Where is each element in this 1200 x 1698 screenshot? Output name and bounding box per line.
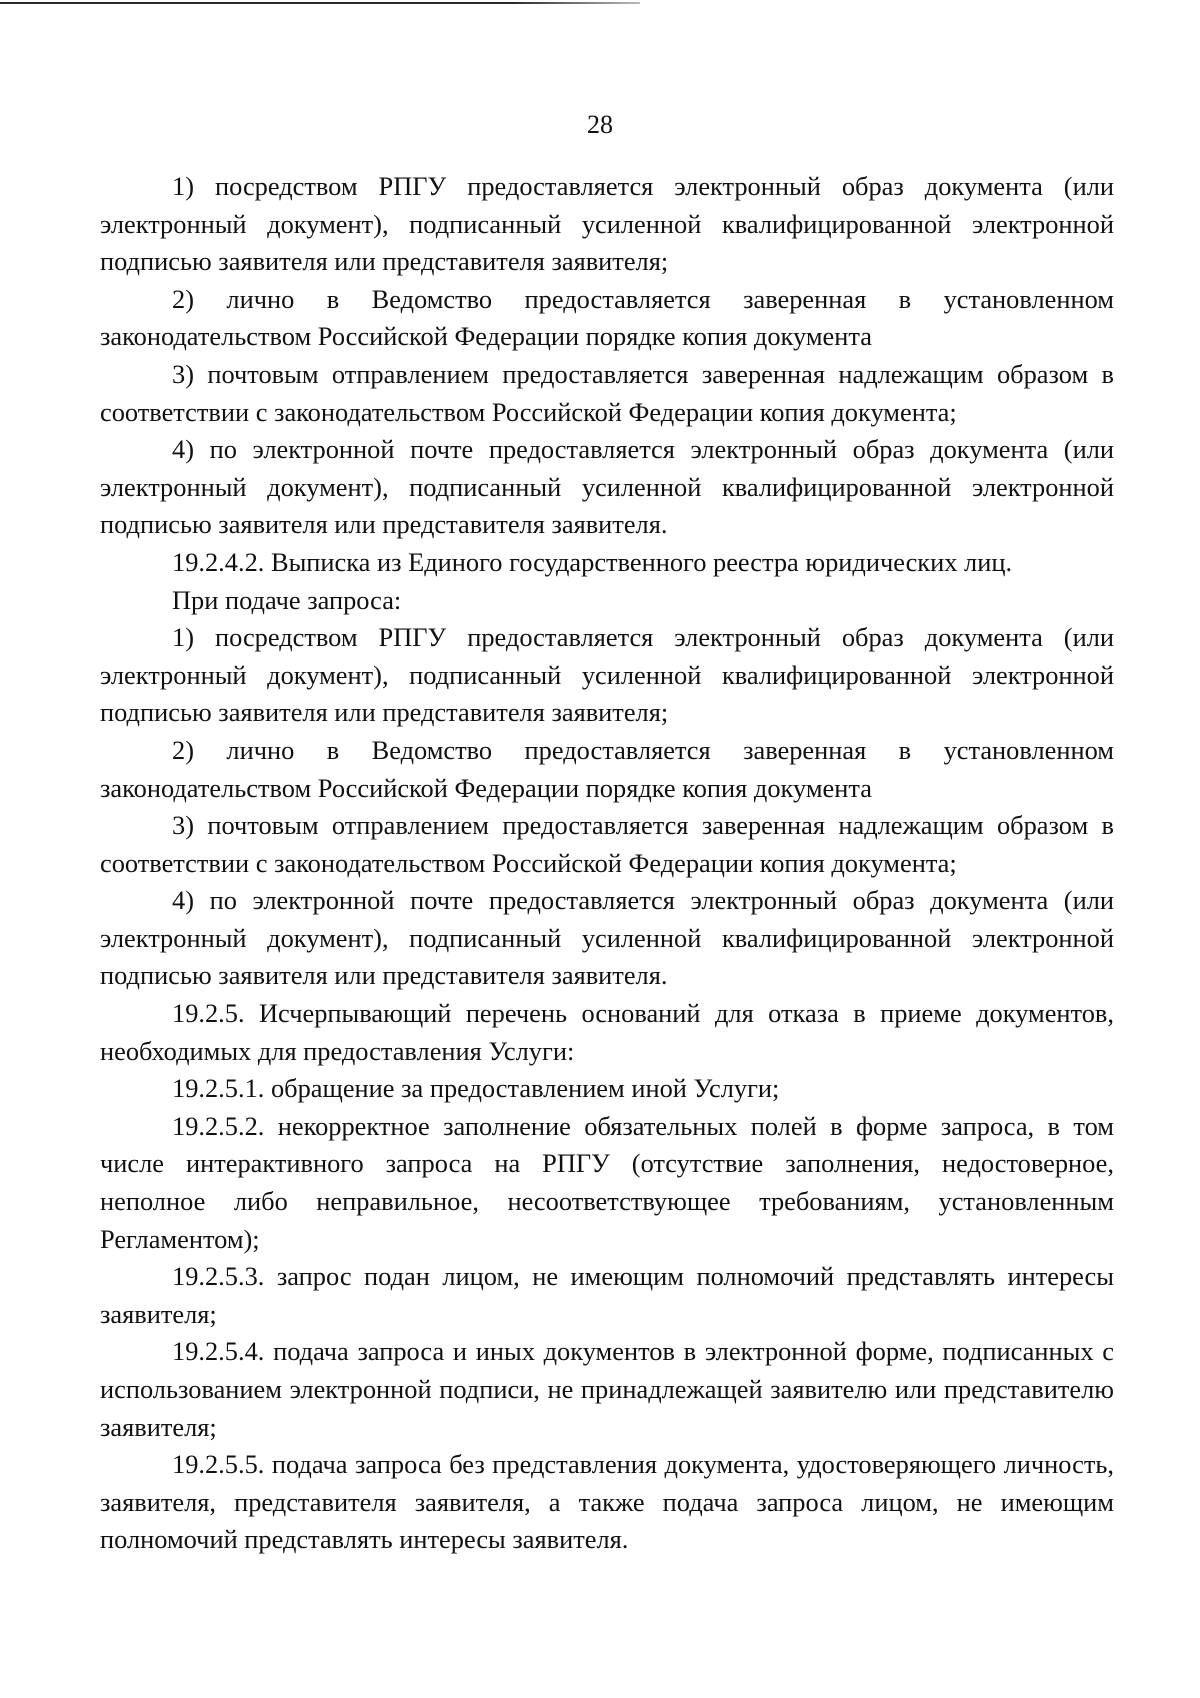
clause-19-2-5-1: 19.2.5.1. обращение за предоставлением иной Услуги;: [172, 1073, 780, 1104]
section-heading-19-2-4-2: 19.2.4.2. Выписка из Единого государственного реестра юридических лиц.: [172, 546, 1013, 577]
clause-19-2-5-2: 19.2.5.2. некорректное заполнение обязательных полей в форме запроса, в том числе интерактивного запроса на РПГУ (отсутствие заполнения, недостоверное, неполное либо неправильное, несоответствующее требованиям, установленным Регламентом);: [100, 1110, 1114, 1254]
paragraph-rpgu-2: 1) посредством РПГУ предоставляется электронный образ документа (или электронный документ), подписанный усиленной квалифицированной электронной подписью заявителя или представителя заявителя;: [100, 622, 1114, 728]
paragraph-rpgu-1: 1) посредством РПГУ предоставляется электронный образ документа (или электронный документ), подписанный усиленной квалифицированной электронной подписью заявителя или представителя заявителя;: [100, 171, 1114, 277]
paragraph-mail-1: 3) почтовым отправлением предоставляется заверенная надлежащим образом в соответствии с законодательством Российской Федерации копия документа;: [100, 358, 1114, 427]
paragraph-email-2: 4) по электронной почте предоставляется электронный образ документа (или электронный документ), подписанный усиленной квалифицированной электронной подписью заявителя или представителя заявителя.: [100, 885, 1114, 991]
clause-19-2-5-5: 19.2.5.5. подача запроса без представления документа, удостоверяющего личность, заявителя, представителя заявителя, а также подача запроса лицом, не имеющим полномочий представлять интересы заявителя.: [100, 1449, 1114, 1555]
document-body: [100, 168, 1114, 1559]
paragraph-email-1: 4) по электронной почте предоставляется электронный образ документа (или электронный документ), подписанный усиленной квалифицированной электронной подписью заявителя или представителя заявителя.: [100, 434, 1114, 540]
page-number: 28: [587, 110, 613, 139]
top-scan-rule: [0, 2, 640, 4]
paragraph-mail-2: 3) почтовым отправлением предоставляется заверенная надлежащим образом в соответствии с законодательством Российской Федерации копия документа;: [100, 810, 1114, 878]
paragraph-personal-2: 2) лично в Ведомство предоставляется заверенная в установленном законодательством Российской Федерации порядке копия документа: [100, 734, 1114, 803]
paragraph-submission-intro: При подаче запроса:: [172, 584, 402, 615]
clause-19-2-5-3: 19.2.5.3. запрос подан лицом, не имеющим полномочий представлять интересы заявителя;: [100, 1261, 1114, 1329]
section-heading-19-2-5: 19.2.5. Исчерпывающий перечень оснований для отказа в приеме документов, необходимых для предоставления Услуги:: [100, 998, 1114, 1066]
clause-19-2-5-4: 19.2.5.4. подача запроса и иных документов в электронной форме, подписанных с использованием электронной подписи, не принадлежащей заявителю или представителю заявителя;: [100, 1336, 1114, 1442]
paragraph-personal-1: 2) лично в Ведомство предоставляется заверенная в установленном законодательством Российской Федерации порядке копия документа: [100, 283, 1114, 352]
